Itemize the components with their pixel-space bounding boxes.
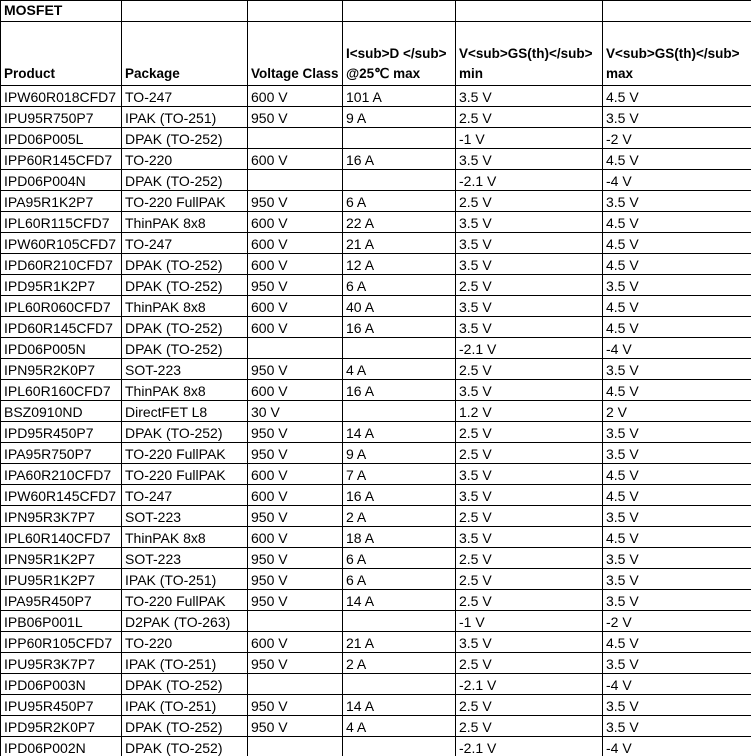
table-cell[interactable]: 4.5 V [603, 233, 751, 254]
table-cell[interactable]: DPAK (TO-252) [122, 317, 248, 338]
table-cell[interactable]: 600 V [248, 527, 343, 548]
table-cell[interactable]: 950 V [248, 653, 343, 674]
table-row [1, 464, 751, 485]
table-cell[interactable] [248, 170, 343, 191]
table-cell[interactable]: -2 V [603, 128, 751, 149]
table-cell[interactable]: ThinPAK 8x8 [122, 527, 248, 548]
table-cell[interactable]: 2.5 V [456, 548, 603, 569]
table-cell[interactable]: 16 A [343, 380, 456, 401]
table-cell[interactable]: 600 V [248, 317, 343, 338]
table-cell[interactable]: IPL60R140CFD7 [1, 527, 122, 548]
table-cell[interactable]: 950 V [248, 275, 343, 296]
table-cell[interactable]: 950 V [248, 359, 343, 380]
empty-cell[interactable] [456, 1, 603, 22]
table-cell[interactable]: 3.5 V [603, 569, 751, 590]
table-cell[interactable]: 3.5 V [603, 653, 751, 674]
table-cell[interactable]: IPL60R160CFD7 [1, 380, 122, 401]
table-cell[interactable] [248, 674, 343, 695]
table-cell[interactable]: 4 A [343, 359, 456, 380]
table-cell[interactable]: -4 V [603, 170, 751, 191]
table-cell[interactable]: 950 V [248, 191, 343, 212]
table-cell[interactable]: IPA95R450P7 [1, 590, 122, 611]
table-row [1, 506, 751, 527]
table-cell[interactable]: 4.5 V [603, 254, 751, 275]
table-cell[interactable]: 2.5 V [456, 590, 603, 611]
table-cell[interactable]: -2 V [603, 611, 751, 632]
table-cell[interactable]: 3.5 V [456, 464, 603, 485]
table-cell[interactable]: DirectFET L8 [122, 401, 248, 422]
col-header-voltage-class[interactable] [248, 22, 343, 86]
table-cell[interactable]: DPAK (TO-252) [122, 338, 248, 359]
table-cell[interactable]: 3.5 V [603, 107, 751, 128]
table-row [1, 128, 751, 149]
table-cell[interactable]: 950 V [248, 443, 343, 464]
table-cell[interactable]: 2.5 V [456, 569, 603, 590]
table-cell[interactable]: 14 A [343, 422, 456, 443]
empty-cell[interactable] [248, 1, 343, 22]
table-cell[interactable]: 3.5 V [603, 506, 751, 527]
table-cell[interactable]: IPN95R2K0P7 [1, 359, 122, 380]
table-cell[interactable]: 4.5 V [603, 464, 751, 485]
table-cell[interactable]: 3.5 V [456, 380, 603, 401]
table-row [1, 611, 751, 632]
table-row [1, 233, 751, 254]
table-cell[interactable]: IPD60R145CFD7 [1, 317, 122, 338]
table-cell[interactable]: 3.5 V [456, 485, 603, 506]
table-cell[interactable]: IPD06P002N [1, 737, 122, 756]
table-cell[interactable]: IPD95R2K0P7 [1, 716, 122, 737]
col-header-product[interactable] [1, 22, 122, 86]
table-row [1, 254, 751, 275]
table-cell[interactable]: 3.5 V [603, 695, 751, 716]
table-cell[interactable] [343, 338, 456, 359]
table-cell[interactable]: 3.5 V [603, 191, 751, 212]
table-cell[interactable]: 6 A [343, 275, 456, 296]
table-cell[interactable]: 2.5 V [456, 107, 603, 128]
table-cell[interactable]: IPU95R3K7P7 [1, 653, 122, 674]
table-row [1, 107, 751, 128]
table-cell[interactable]: DPAK (TO-252) [122, 737, 248, 756]
table-cell[interactable]: IPD06P005N [1, 338, 122, 359]
table-cell[interactable]: ThinPAK 8x8 [122, 380, 248, 401]
table-cell[interactable]: IPAK (TO-251) [122, 569, 248, 590]
table-cell[interactable]: 2.5 V [456, 275, 603, 296]
table-cell[interactable]: 7 A [343, 464, 456, 485]
table-cell[interactable]: 30 V [248, 401, 343, 422]
table-cell[interactable]: DPAK (TO-252) [122, 128, 248, 149]
table-cell[interactable]: -4 V [603, 737, 751, 756]
table-cell[interactable]: 950 V [248, 695, 343, 716]
table-cell[interactable]: ThinPAK 8x8 [122, 212, 248, 233]
table-cell[interactable]: 600 V [248, 380, 343, 401]
table-row [1, 716, 751, 737]
table-cell[interactable]: 2 A [343, 506, 456, 527]
table-row [1, 275, 751, 296]
table-cell[interactable]: 2.5 V [456, 716, 603, 737]
table-cell[interactable] [248, 611, 343, 632]
table-cell[interactable]: 600 V [248, 254, 343, 275]
table-cell[interactable]: 16 A [343, 317, 456, 338]
table-cell[interactable]: DPAK (TO-252) [122, 254, 248, 275]
table-row [1, 170, 751, 191]
table-cell[interactable]: IPP60R145CFD7 [1, 149, 122, 170]
table-cell[interactable]: 3.5 V [603, 359, 751, 380]
table-cell[interactable]: SOT-223 [122, 548, 248, 569]
table-row [1, 86, 751, 107]
table-cell[interactable]: 2.5 V [456, 359, 603, 380]
table-cell[interactable]: 2.5 V [456, 422, 603, 443]
table-cell[interactable]: 600 V [248, 296, 343, 317]
table-cell[interactable]: 3.5 V [603, 548, 751, 569]
table-cell[interactable]: IPB06P001L [1, 611, 122, 632]
table-cell[interactable]: 2.5 V [456, 695, 603, 716]
table-cell[interactable]: DPAK (TO-252) [122, 674, 248, 695]
col-header-label-line1: V<sub>GS(th)</sub> [459, 46, 593, 61]
table-cell[interactable]: DPAK (TO-252) [122, 170, 248, 191]
table-cell[interactable]: SOT-223 [122, 506, 248, 527]
table-cell[interactable]: -2.1 V [456, 737, 603, 756]
table-cell[interactable]: 600 V [248, 632, 343, 653]
table-cell[interactable] [343, 128, 456, 149]
table-cell[interactable]: 4.5 V [603, 485, 751, 506]
table-row [1, 548, 751, 569]
table-cell[interactable]: 3.5 V [456, 527, 603, 548]
table-cell[interactable]: 2.5 V [456, 191, 603, 212]
table-cell[interactable]: IPD95R1K2P7 [1, 275, 122, 296]
table-row [1, 296, 751, 317]
table-cell[interactable]: 12 A [343, 254, 456, 275]
table-cell[interactable] [343, 611, 456, 632]
table-cell[interactable]: 600 V [248, 86, 343, 107]
table-cell[interactable]: 3.5 V [456, 254, 603, 275]
table-cell[interactable]: IPD06P005L [1, 128, 122, 149]
table-cell[interactable]: TO-220 FullPAK [122, 191, 248, 212]
table-cell[interactable]: 4.5 V [603, 380, 751, 401]
table-cell[interactable]: 600 V [248, 485, 343, 506]
table-cell[interactable]: ThinPAK 8x8 [122, 296, 248, 317]
table-cell[interactable]: IPW60R105CFD7 [1, 233, 122, 254]
table-cell[interactable]: SOT-223 [122, 359, 248, 380]
table-cell[interactable]: 600 V [248, 149, 343, 170]
table-cell[interactable] [248, 338, 343, 359]
table-cell[interactable]: 4.5 V [603, 86, 751, 107]
table-cell[interactable]: TO-220 [122, 632, 248, 653]
table-row [1, 485, 751, 506]
table-cell[interactable]: 950 V [248, 506, 343, 527]
table-cell[interactable]: TO-220 FullPAK [122, 590, 248, 611]
table-cell[interactable]: 14 A [343, 695, 456, 716]
table-cell[interactable]: 18 A [343, 527, 456, 548]
table-cell[interactable]: IPU95R750P7 [1, 107, 122, 128]
table-cell[interactable] [343, 674, 456, 695]
table-cell[interactable]: 2.5 V [456, 443, 603, 464]
table-row [1, 422, 751, 443]
table-cell[interactable]: 2.5 V [456, 653, 603, 674]
table-cell[interactable]: 4.5 V [603, 212, 751, 233]
table-cell[interactable]: 21 A [343, 233, 456, 254]
table-cell[interactable]: 950 V [248, 548, 343, 569]
table-cell[interactable]: 3.5 V [603, 422, 751, 443]
table-cell[interactable]: IPU95R1K2P7 [1, 569, 122, 590]
table-cell[interactable]: IPN95R1K2P7 [1, 548, 122, 569]
table-cell[interactable]: IPL60R115CFD7 [1, 212, 122, 233]
table-row [1, 527, 751, 548]
table-cell[interactable]: -2.1 V [456, 674, 603, 695]
table-cell[interactable]: TO-247 [122, 233, 248, 254]
table-cell[interactable]: IPA95R750P7 [1, 443, 122, 464]
table-cell[interactable]: 3.5 V [456, 149, 603, 170]
table-cell[interactable]: 950 V [248, 422, 343, 443]
table-cell[interactable]: -2.1 V [456, 338, 603, 359]
table-row [1, 212, 751, 233]
table-cell[interactable]: IPP60R105CFD7 [1, 632, 122, 653]
table-cell[interactable]: -1 V [456, 611, 603, 632]
table-cell[interactable]: 2 A [343, 653, 456, 674]
table-cell[interactable]: IPN95R3K7P7 [1, 506, 122, 527]
table-cell[interactable]: IPA95R1K2P7 [1, 191, 122, 212]
table-cell[interactable]: 950 V [248, 569, 343, 590]
table-cell[interactable]: 4 A [343, 716, 456, 737]
empty-cell[interactable] [603, 1, 751, 22]
table-cell[interactable] [343, 170, 456, 191]
table-row [1, 569, 751, 590]
table-cell[interactable]: 3.5 V [456, 632, 603, 653]
table-cell[interactable] [343, 401, 456, 422]
table-cell[interactable]: 600 V [248, 464, 343, 485]
table-cell[interactable]: 4.5 V [603, 317, 751, 338]
table-cell[interactable] [248, 737, 343, 756]
table-cell[interactable]: 3.5 V [456, 233, 603, 254]
col-header-vgsth-max[interactable] [603, 22, 751, 86]
table-cell[interactable]: TO-247 [122, 485, 248, 506]
table-cell[interactable]: 950 V [248, 590, 343, 611]
table-cell[interactable]: DPAK (TO-252) [122, 422, 248, 443]
table-cell[interactable]: 6 A [343, 548, 456, 569]
col-header-label: Product [4, 66, 56, 81]
table-row [1, 338, 751, 359]
table-title-cell[interactable]: MOSFET [1, 1, 122, 22]
col-header-label-line1: I<sub>D </sub> [346, 46, 447, 61]
table-cell[interactable]: IPAK (TO-251) [122, 695, 248, 716]
table-cell[interactable]: 21 A [343, 632, 456, 653]
col-header-label-line1: V<sub>GS(th)</sub> [606, 46, 740, 61]
table-cell[interactable]: 950 V [248, 716, 343, 737]
col-header-package[interactable] [122, 22, 248, 86]
table-cell[interactable]: DPAK (TO-252) [122, 716, 248, 737]
table-cell[interactable]: 9 A [343, 443, 456, 464]
table-cell[interactable]: IPAK (TO-251) [122, 107, 248, 128]
table-row [1, 590, 751, 611]
table-row [1, 380, 751, 401]
table-cell[interactable]: IPD06P004N [1, 170, 122, 191]
table-row [1, 695, 751, 716]
table-cell[interactable]: IPU95R450P7 [1, 695, 122, 716]
table-cell[interactable]: 600 V [248, 233, 343, 254]
title-row [1, 1, 751, 22]
table-cell[interactable]: 950 V [248, 107, 343, 128]
table-cell[interactable]: 14 A [343, 590, 456, 611]
table-cell[interactable]: 6 A [343, 191, 456, 212]
table-cell[interactable]: D2PAK (TO-263) [122, 611, 248, 632]
table-cell[interactable]: 1.2 V [456, 401, 603, 422]
table-row [1, 674, 751, 695]
table-row [1, 149, 751, 170]
table-cell[interactable]: 3.5 V [456, 86, 603, 107]
col-header-label-line2: min [459, 66, 484, 81]
table-cell[interactable]: BSZ0910ND [1, 401, 122, 422]
table-cell[interactable]: DPAK (TO-252) [122, 275, 248, 296]
table-cell[interactable]: -1 V [456, 128, 603, 149]
table-cell[interactable]: 4.5 V [603, 527, 751, 548]
table-cell[interactable]: 16 A [343, 485, 456, 506]
table-cell[interactable]: -4 V [603, 338, 751, 359]
table-cell[interactable]: 3.5 V [456, 317, 603, 338]
table-row [1, 632, 751, 653]
col-header-label-line2: @25℃ max [346, 66, 421, 81]
col-header-label-line2: max [606, 66, 634, 81]
table-cell[interactable]: 6 A [343, 569, 456, 590]
table-row [1, 401, 751, 422]
table-cell[interactable]: IPW60R018CFD7 [1, 86, 122, 107]
table-cell[interactable]: TO-220 [122, 149, 248, 170]
header-row [1, 22, 751, 86]
table-cell[interactable]: IPW60R145CFD7 [1, 485, 122, 506]
table-row [1, 359, 751, 380]
table-cell[interactable]: TO-247 [122, 86, 248, 107]
table-cell[interactable]: 4.5 V [603, 632, 751, 653]
table-cell[interactable] [343, 737, 456, 756]
table-cell[interactable]: IPD06P003N [1, 674, 122, 695]
table-cell[interactable]: 3.5 V [456, 212, 603, 233]
table-cell[interactable]: 3.5 V [603, 275, 751, 296]
table-cell[interactable]: IPAK (TO-251) [122, 653, 248, 674]
table-cell[interactable]: IPD60R210CFD7 [1, 254, 122, 275]
table-cell[interactable]: 40 A [343, 296, 456, 317]
table-cell[interactable]: 16 A [343, 149, 456, 170]
table-row [1, 317, 751, 338]
col-header-label: Package [125, 66, 180, 81]
table-cell[interactable]: TO-220 FullPAK [122, 443, 248, 464]
table-cell[interactable]: TO-220 FullPAK [122, 464, 248, 485]
empty-cell[interactable] [122, 1, 248, 22]
table-cell[interactable]: 2.5 V [456, 506, 603, 527]
table-row [1, 443, 751, 464]
table-cell[interactable]: 22 A [343, 212, 456, 233]
col-header-id-max[interactable] [343, 22, 456, 86]
table-cell[interactable]: 600 V [248, 212, 343, 233]
table-cell[interactable]: 3.5 V [603, 443, 751, 464]
table-row [1, 191, 751, 212]
table-cell[interactable]: IPD95R450P7 [1, 422, 122, 443]
table-row [1, 737, 751, 756]
col-header-label: Voltage Class [251, 66, 339, 81]
table-cell[interactable]: -4 V [603, 674, 751, 695]
table-cell[interactable]: 3.5 V [603, 716, 751, 737]
table-cell[interactable]: 3.5 V [603, 590, 751, 611]
table-cell[interactable]: 101 A [343, 86, 456, 107]
table-cell[interactable]: IPA60R210CFD7 [1, 464, 122, 485]
table-cell[interactable]: 2 V [603, 401, 751, 422]
table-cell[interactable]: 3.5 V [456, 296, 603, 317]
table-cell[interactable]: 9 A [343, 107, 456, 128]
table-cell[interactable]: -2.1 V [456, 170, 603, 191]
empty-cell[interactable] [343, 1, 456, 22]
table-cell[interactable]: 4.5 V [603, 296, 751, 317]
table-cell[interactable] [248, 128, 343, 149]
table-cell[interactable]: IPL60R060CFD7 [1, 296, 122, 317]
col-header-vgsth-min[interactable] [456, 22, 603, 86]
table-row [1, 653, 751, 674]
table-cell[interactable]: 4.5 V [603, 149, 751, 170]
